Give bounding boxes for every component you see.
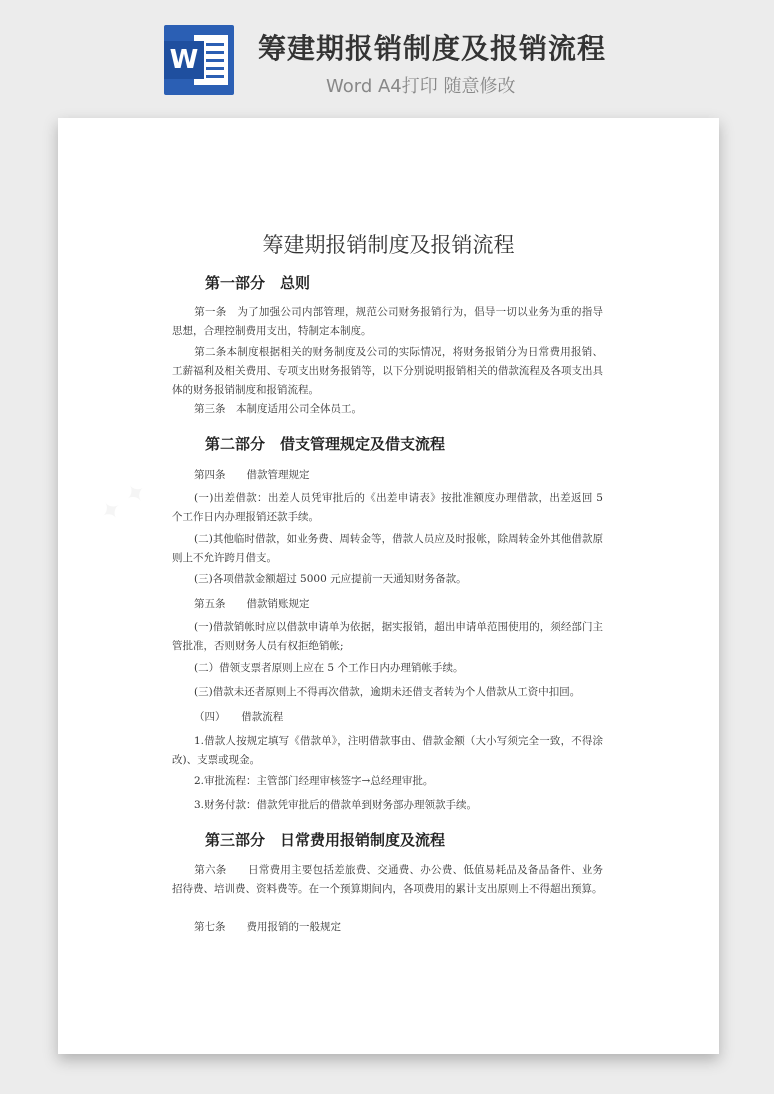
- article-1: 第一条 为了加强公司内部管理，规范公司财务报销行为，倡导一切以业务为重的指导思想，合理控制费用支出，特制定本制度。: [172, 306, 603, 337]
- article-4-item-1: (一)出差借款：出差人员凭审批后的《出差申请表》按批准额度办理借款，出差返回 5 个工作日内办理报销还款手续。: [172, 492, 603, 523]
- article-5-item-2: (二）借领支票者原则上应在 5 个工作日内办理销帐手续。: [194, 662, 464, 674]
- document-title: 筹建期报销制度及报销流程: [262, 233, 515, 257]
- article-5-item-3: (三)借款未还者原则上不得再次借款，逾期未还借支者转为个人借款从工资中扣回。: [194, 686, 581, 698]
- article-3: 第三条 本制度适用公司全体员工。: [194, 403, 362, 415]
- article-5: 第五条 借款销账规定: [194, 598, 310, 610]
- word-letter: W: [164, 41, 204, 79]
- article-4: 第四条 借款管理规定: [194, 469, 310, 481]
- banner-title: 筹建期报销制度及报销流程: [258, 32, 607, 65]
- header-banner: [0, 0, 774, 110]
- article-6: 第六条 日常费用主要包括差旅费、交通费、办公费、低值易耗品及备品备件、业务招待费、培训费、资料费等。在一个预算期间内，各项费用的累计支出原则上不得超出预算。: [172, 864, 603, 895]
- part3-heading: 第三部分 日常费用报销制度及流程: [205, 831, 446, 849]
- flow-step-1: 1.借款人按规定填写《借款单》，注明借款事由、借款金额（大小写须完全一致，不得涂改)、支票或现金。: [172, 735, 603, 766]
- article-4-item-2: (二)其他临时借款，如业务费、周转金等，借款人员应及时报帐，除周转金外其他借款原则上不允许跨月借支。: [172, 533, 603, 564]
- article-4-item-3: (三)各项借款金额超过 5000 元应提前一天通知财务备款。: [194, 573, 467, 585]
- part2-heading: 第二部分 借支管理规定及借支流程: [205, 435, 446, 453]
- banner-subtitle: Word A4打印 随意修改: [326, 76, 516, 97]
- part1-heading: 第一部分 总则: [205, 274, 311, 292]
- article-5-item-4: （四） 借款流程: [194, 711, 284, 723]
- article-7: 第七条 费用报销的一般规定: [194, 921, 341, 933]
- article-5-item-1: (一)借款销帐时应以借款申请单为依据，据实报销，超出申请单范围使用的，须经部门主管批准，否则财务人员有权拒绝销帐;: [172, 621, 603, 652]
- article-2: 第二条本制度根据相关的财务制度及公司的实际情况，将财务报销分为日常费用报销、工薪福利及相关费用、专项支出财务报销等，以下分别说明报销相关的借款流程及各项支出具体的财务报销制度和报销流程。: [172, 346, 603, 396]
- flow-step-2: 2.审批流程：主管部门经理审核签字→总经理审批。: [194, 775, 434, 787]
- flow-step-3: 3.财务付款：借款凭审批后的借款单到财务部办理领款手续。: [194, 799, 478, 811]
- word-document-icon: [164, 25, 234, 95]
- document-page: [58, 118, 719, 1054]
